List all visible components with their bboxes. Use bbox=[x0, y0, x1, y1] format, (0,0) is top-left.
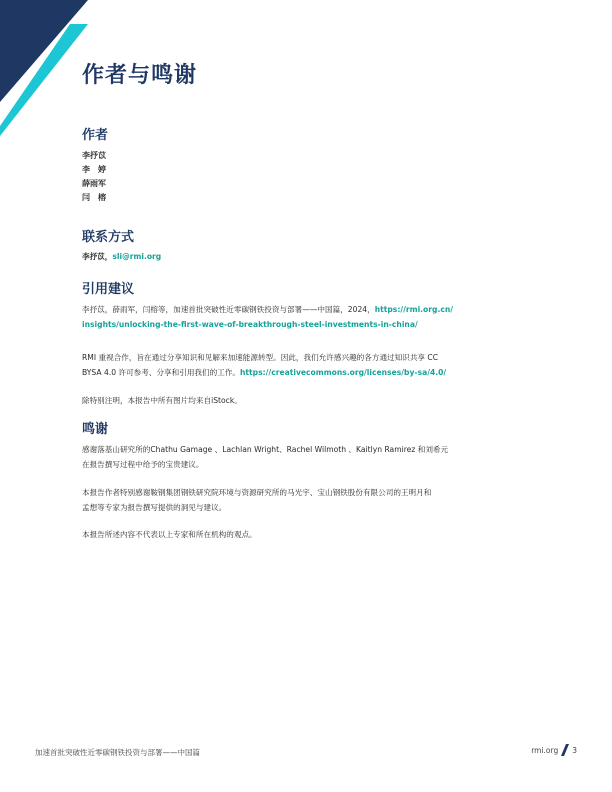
citation-line bbox=[82, 317, 502, 332]
ack-text: 感谢落基山研究所的Chathu Gamage 、Lachlan Wright、Rachel Wilmoth 、Kaitlyn Ramirez 和刘希元 bbox=[82, 445, 449, 454]
citation-heading: 引用建议 bbox=[82, 282, 135, 297]
authors-heading: 作者 bbox=[82, 128, 109, 143]
acknowledgments-heading: 鸣谢 bbox=[82, 422, 109, 437]
license-text: RMI 重视合作，旨在通过分享知识和见解来加速能源转型。因此，我们允许感兴趣的各方通过知识共享 CC bbox=[82, 353, 439, 362]
ack-text: 本报告作者特别感谢鞍钢集团钢铁研究院环境与资源研究所的马光宇、宝山钢铁股份有限公司的王明月和 bbox=[82, 488, 432, 497]
license-link[interactable]: https://creativecommons.org/licenses/by-sa/4.0/ bbox=[240, 368, 447, 377]
author-name: 李 婷 bbox=[82, 165, 106, 174]
contact-email-link[interactable]: sli@rmi.org bbox=[112, 252, 162, 261]
page-title: 作者与鸣谢 bbox=[82, 63, 198, 88]
ack-text: 本报告所述内容不代表以上专家和所在机构的观点。 bbox=[82, 530, 257, 539]
contact-line bbox=[82, 249, 502, 264]
footer-page-info bbox=[531, 744, 577, 756]
slash-icon bbox=[561, 744, 569, 756]
contact-heading: 联系方式 bbox=[82, 230, 135, 245]
ack-text: 孟想等专家为报告撰写提供的洞见与建议。 bbox=[82, 503, 227, 512]
author-name: 李抒苡 bbox=[82, 151, 106, 160]
ack-text: 在报告撰写过程中给予的宝贵建议。 bbox=[82, 460, 204, 469]
license-line bbox=[82, 365, 502, 380]
citation-link-continued[interactable]: insights/unlocking-the-first-wave-of-breakthrough-steel-investments-in-china/ bbox=[82, 320, 418, 329]
citation-line bbox=[82, 302, 502, 317]
citation-text: 李抒苡，薛雨军，闫榕等，加速首批突破性近零碳钢铁投资与部署——中国篇，2024， bbox=[82, 305, 375, 314]
footer-site: rmi.org bbox=[531, 745, 559, 755]
license-text: BYSA 4.0 许可参考、分享和引用我们的工作。 bbox=[82, 368, 240, 377]
contact-name: 李抒苡， bbox=[82, 252, 113, 261]
images-note: 除特别注明，本报告中所有图片均来自iStock。 bbox=[82, 396, 242, 405]
page-number: 3 bbox=[572, 745, 577, 755]
author-name: 薛雨军 bbox=[82, 179, 106, 188]
footer-report-title: 加速首批突破性近零碳钢铁投资与部署——中国篇 bbox=[35, 748, 200, 757]
author-name: 闫 榕 bbox=[82, 193, 106, 202]
citation-link[interactable]: https://rmi.org.cn/ bbox=[374, 305, 454, 314]
